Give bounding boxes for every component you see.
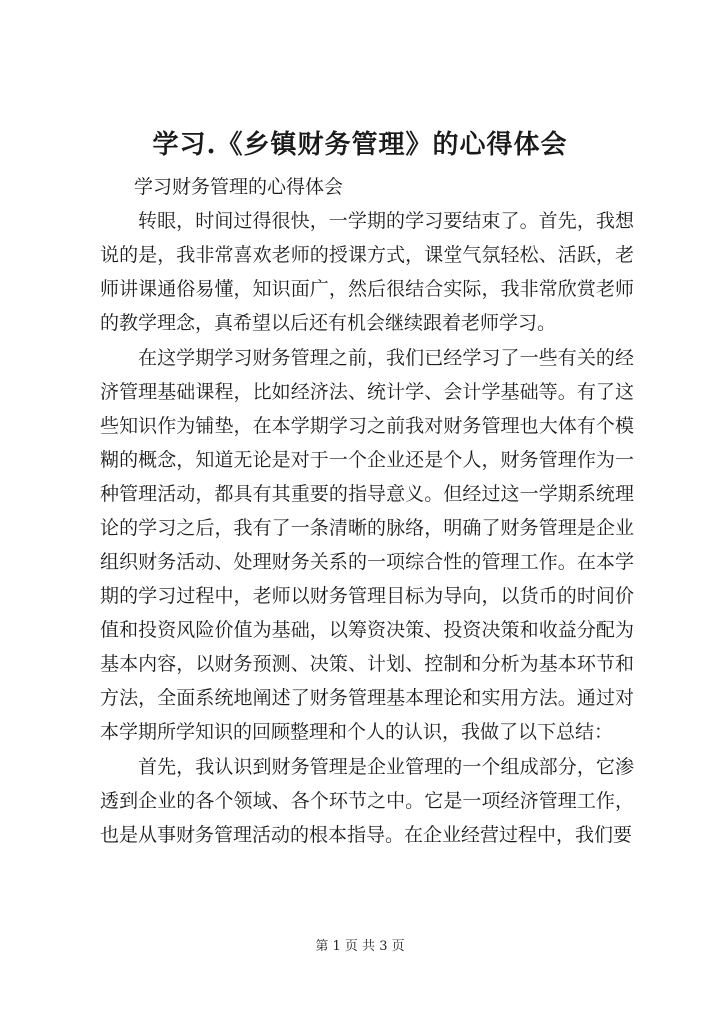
page-footer: 第 1 页 共 3 页 [315, 939, 405, 954]
document-body [100, 204, 634, 852]
paragraph-3: 首先，我认识到财务管理是企业管理的一个组成部分，它渗透到企业的各个领域、各个环节之中。它是一项经济管理工作，也是从事财务管理活动的根本指导。在企业经营过程中，我们要 [100, 756, 634, 846]
paragraph-2: 在这学期学习财务管理之前，我们已经学习了一些有关的经济管理基础课程，比如经济法、统计学、会计学基础等。有了这些知识作为铺垫，在本学期学习之前我对财务管理也大体有个模糊的概念，知道无论是对于一个企业还是个人，财务管理作为一种管理活动，都具有其重要的指导意义。但经过这一学期系统理论的学习之后，我有了一条清晰的脉络，明确了财务管理是企业组织财务活动、处理财务关系的一项综合性的管理工作。在本学期的学习过程中，老师以财务管理目标为导向，以货币的时间价值和投资风险价值为基础，以筹资决策、投资决策和收益分配为基本内容，以财务预测、决策、计划、控制和分析为基本环节和方法，全面系统地阐述了财务管理基本理论和实用方法。通过对本学期所学知识的回顾整理和个人的认识，我做了以下总结： [100, 347, 634, 743]
document-subtitle: 学习财务管理的心得体会 [134, 176, 344, 198]
paragraph-1: 转眼，时间过得很快，一学期的学习要结束了。首先，我想说的是，我非常喜欢老师的授课方式，课堂气氛轻松、活跃，老师讲课通俗易懂，知识面广，然后很结合实际，我非常欣赏老师的教学理念，真希望以后还有机会继续跟着老师学习。 [100, 210, 634, 334]
document-title: 学习.《乡镇财务管理》的心得体会 [152, 130, 568, 160]
